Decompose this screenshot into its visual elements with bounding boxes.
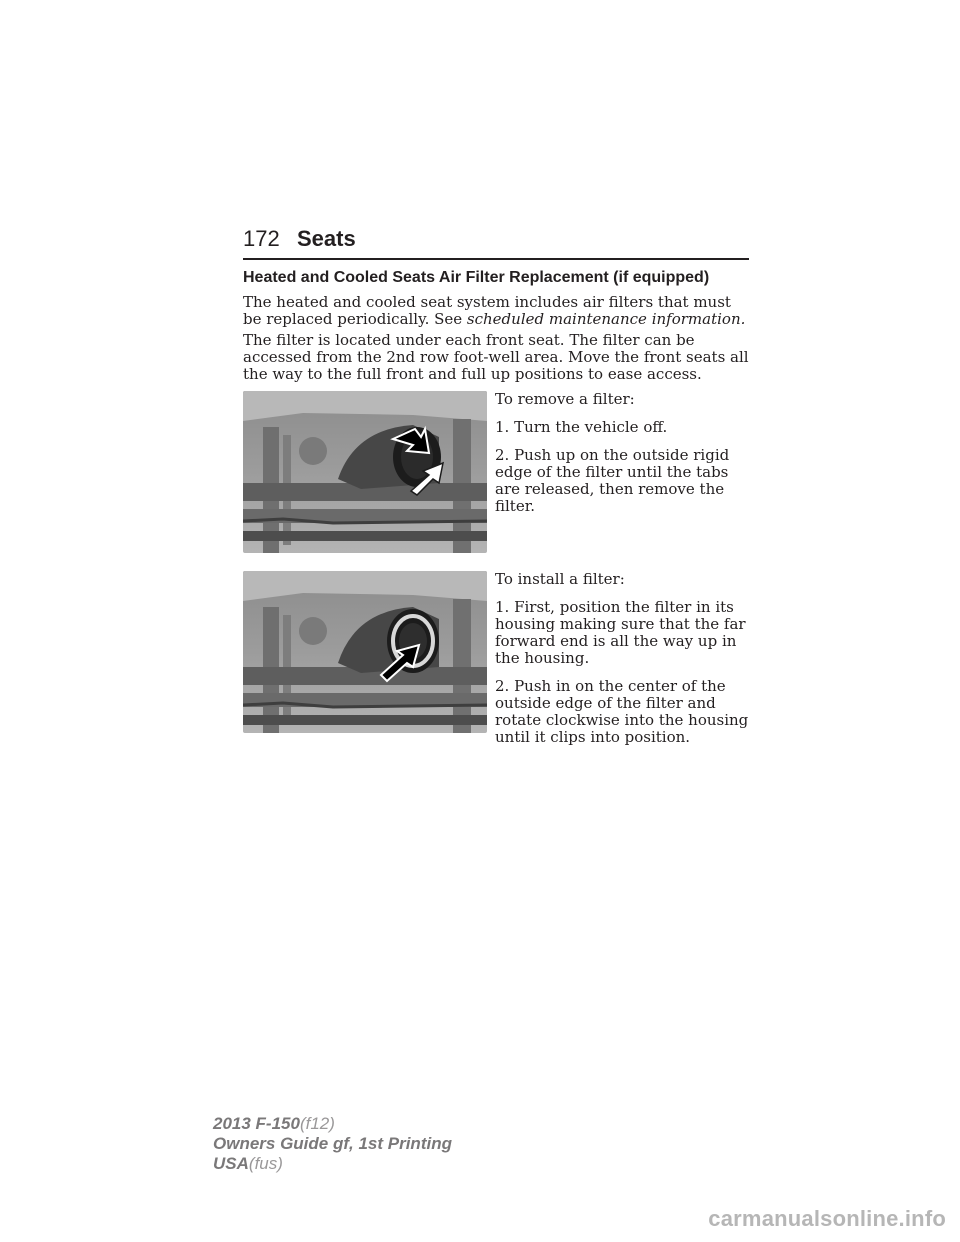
remove-step-1: 1. Turn the vehicle off. [495,418,668,436]
footer-line-2 [213,1134,452,1154]
page-header [243,224,749,262]
document-footer [213,1114,452,1174]
intro-text: The heated and cooled seat system includes air filters that must be replaced periodically. See [243,293,731,328]
guide-edition: Owners Guide gf, 1st Printing [213,1134,452,1153]
install-title: To install a filter: [495,570,625,588]
header-rule [243,258,749,260]
market-label: USA [213,1154,249,1173]
location-paragraph: The filter is located under each front seat. The filter can be accessed from the 2nd row foot-well area. Move the front seats all the way to the full front and full up positions to ease access. [243,331,749,383]
remove-filter-illustration [243,391,487,553]
install-step-2: 2. Push in on the center of the outside edge of the filter and rotate clockwise into the housing until it clips into position. [495,677,749,746]
model-label: 2013 F-150 [213,1114,300,1133]
section-heading: Heated and Cooled Seats Air Filter Replacement (if equipped) [243,269,710,286]
remove-step-2: 2. Push up on the outside rigid edge of the filter until the tabs are released, then remove the filter. [495,446,730,515]
footer-line-1 [213,1114,452,1134]
intro-paragraph [243,294,749,328]
remove-title: To remove a filter: [495,390,635,408]
filter-install-image [243,571,487,733]
maintenance-reference: scheduled maintenance information. [466,310,746,328]
page-number: 172 [243,226,280,251]
market-code: (fus) [248,1154,283,1173]
install-filter-illustration [243,571,487,733]
filter-removal-image [243,391,487,553]
footer-line-3 [213,1154,452,1174]
model-code: (f12) [299,1114,335,1133]
section-title: Seats [297,226,356,251]
install-step-1: 1. First, position the filter in its housing making sure that the far forward end is all the way up in the housing. [495,598,746,667]
site-watermark: carmanualsonline.info [708,1206,946,1231]
